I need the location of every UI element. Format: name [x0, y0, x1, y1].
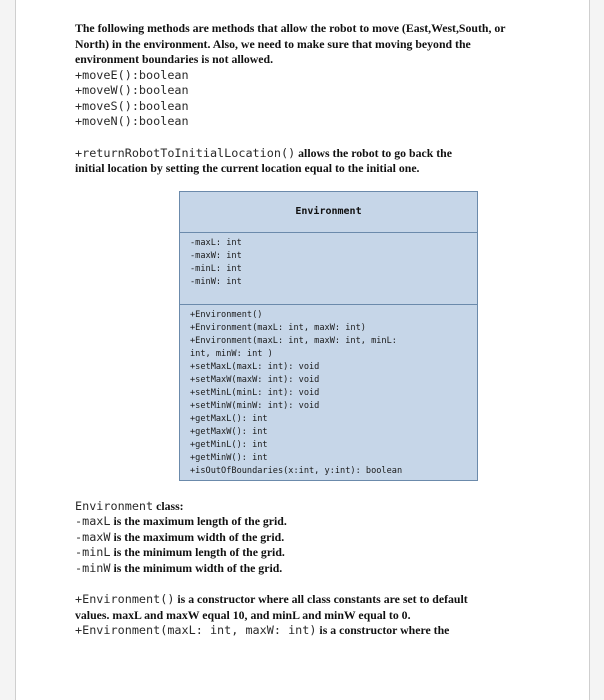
- uml-operations-section: [180, 305, 477, 480]
- uml-class-diagram: [179, 191, 478, 481]
- class-section-heading: [75, 499, 545, 515]
- field-code: -maxL: [75, 514, 111, 528]
- uml-attribute: -minW: int: [190, 277, 242, 287]
- uml-attributes-section: [180, 233, 477, 305]
- constructor-default-line-2: values. maxL and maxW equal 10, and minL and minW equal to 0.: [75, 607, 411, 622]
- uml-attribute: -minL: int: [190, 264, 242, 274]
- uml-attribute: -maxW: int: [190, 251, 242, 261]
- constructor-default-code: +Environment(): [75, 592, 175, 606]
- uml-operation: +Environment(maxL: int, maxW: int, minL:: [190, 336, 397, 346]
- constructor-default-text: is a constructor where all class constants are set to default: [174, 592, 468, 606]
- return-method-code: +returnRobotToInitialLocation(): [75, 145, 296, 160]
- field-item-maxL: [75, 514, 545, 530]
- uml-operation: +setMinW(minW: int): void: [190, 401, 320, 411]
- intro-line-2: North) in the environment. Also, we need to make sure that moving beyond the: [75, 36, 471, 51]
- intro-line-3: environment boundaries is not allowed.: [75, 52, 274, 66]
- method-move-north: +moveN():boolean: [75, 114, 189, 128]
- method-move-east: +moveE():boolean: [75, 67, 189, 82]
- uml-operation: +getMaxW(): int: [190, 427, 268, 437]
- uml-operation: +setMaxL(maxL: int): void: [190, 362, 320, 372]
- method-move-west: +moveW():boolean: [75, 83, 189, 97]
- uml-operation: +getMinW(): int: [190, 453, 268, 463]
- method-move-south: +moveS():boolean: [75, 98, 189, 113]
- uml-attribute: -maxL: int: [190, 238, 242, 248]
- field-code: -maxW: [75, 529, 111, 544]
- uml-operation: int, minW: int ): [190, 349, 273, 359]
- constructor-two-arg-text: is a constructor where the: [316, 623, 450, 637]
- return-method-paragraph: [75, 146, 545, 177]
- uml-operation: +isOutOfBoundaries(x:int, y:int): boolean: [190, 466, 403, 476]
- field-desc: is the minimum width of the grid.: [110, 560, 283, 575]
- method-list: [75, 68, 545, 130]
- uml-operation: +setMaxW(maxW: int): void: [190, 375, 320, 385]
- uml-operation: +Environment(): [190, 310, 263, 320]
- field-item-maxW: [75, 530, 545, 546]
- field-desc: is the minimum length of the grid.: [110, 545, 285, 559]
- uml-operation: +getMinL(): int: [190, 440, 268, 450]
- uml-operation: +setMinL(minL: int): void: [190, 388, 320, 398]
- uml-class-title: Environment: [180, 192, 477, 233]
- intro-paragraph: [75, 21, 545, 68]
- constructor-two-arg-code: +Environment(maxL: int, maxW: int): [75, 623, 317, 637]
- class-field-list: [75, 514, 545, 576]
- uml-operation: +getMaxL(): int: [190, 414, 268, 424]
- class-heading-code: Environment: [75, 498, 154, 513]
- field-code: -minW: [75, 560, 111, 575]
- field-item-minW: [75, 561, 545, 577]
- return-method-desc-2: initial location by setting the current location equal to the initial one.: [75, 161, 420, 175]
- intro-line-1: The following methods are methods that allow the robot to move (East,West,South, or: [75, 21, 506, 35]
- field-item-minL: [75, 545, 545, 561]
- constructor-paragraph: [75, 592, 545, 639]
- field-desc: is the maximum width of the grid.: [110, 529, 285, 544]
- return-method-desc-1: allows the robot to go back the: [295, 145, 452, 160]
- uml-operation: +Environment(maxL: int, maxW: int): [190, 323, 366, 333]
- field-code: -minL: [75, 545, 111, 559]
- class-heading-text: class:: [153, 498, 184, 513]
- document-page: [15, 0, 590, 700]
- field-desc: is the maximum length of the grid.: [110, 514, 287, 528]
